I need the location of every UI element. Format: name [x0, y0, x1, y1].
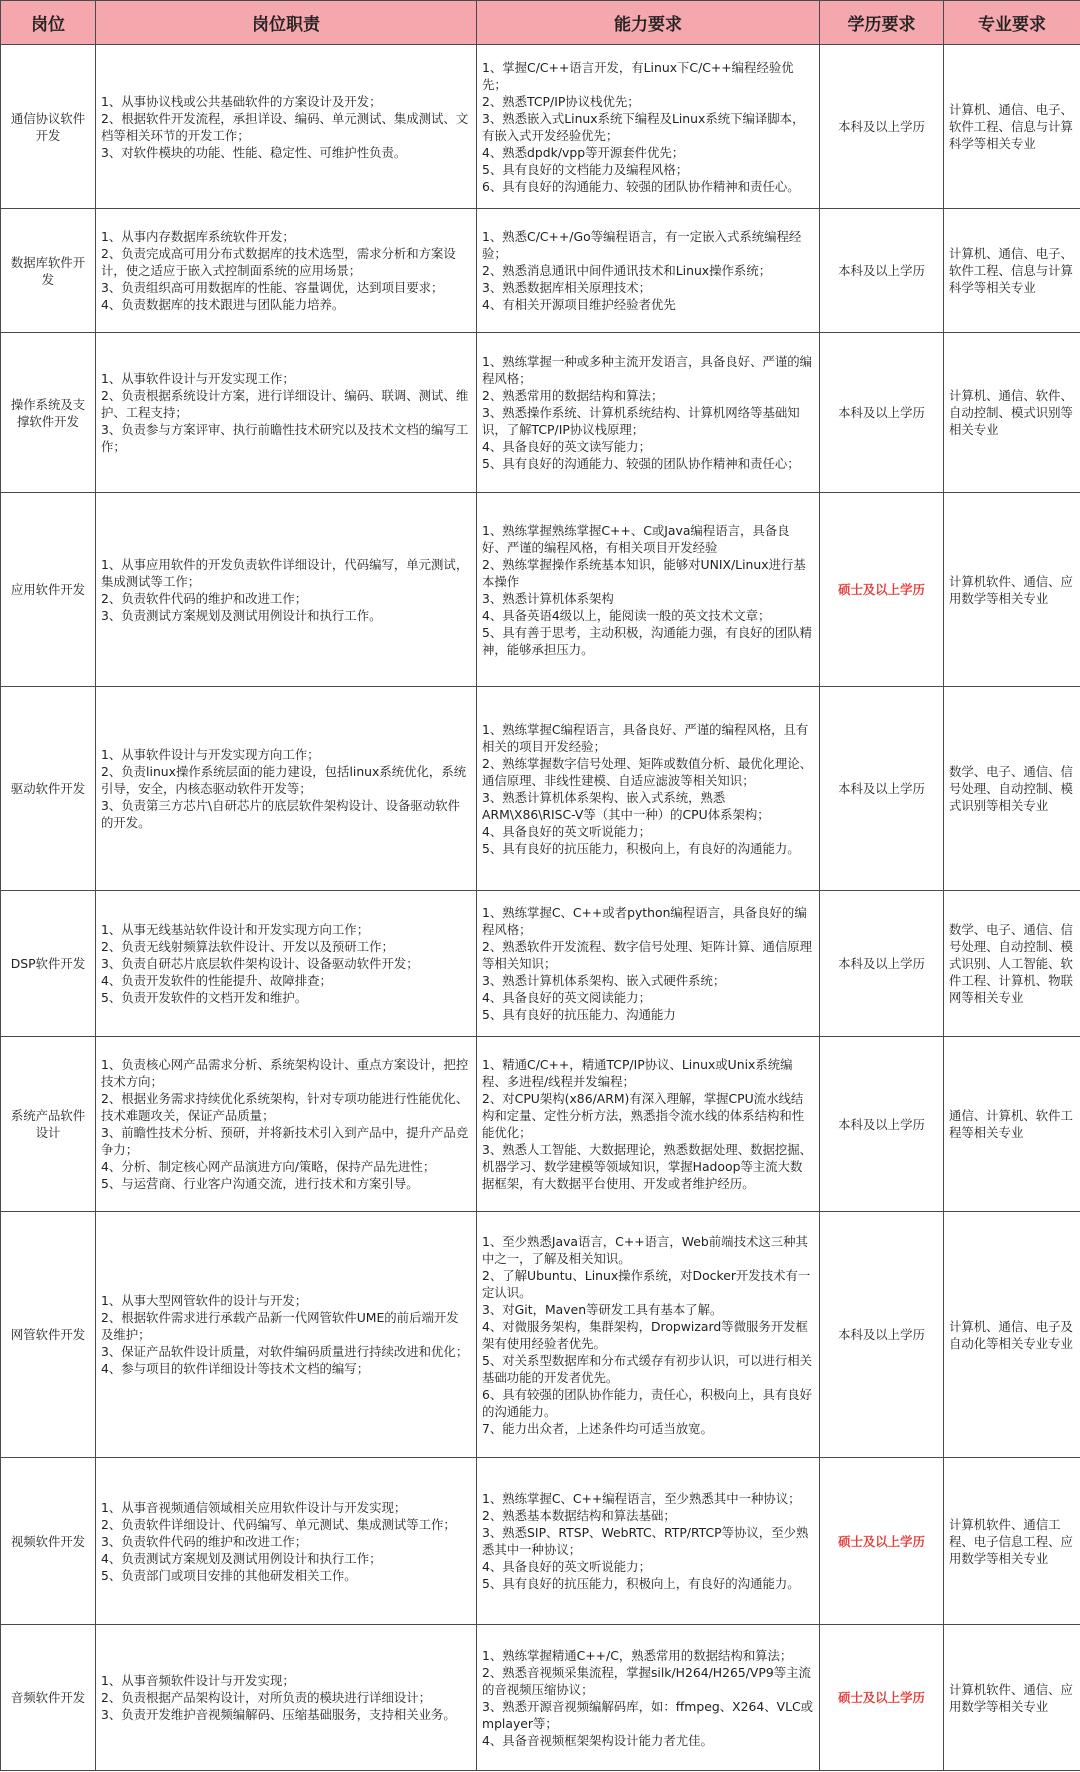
edu-cell: 本科及以上学历 [820, 1212, 944, 1458]
position-cell: 操作系统及支撑软件开发 [1, 333, 96, 493]
ability-cell: 1、至少熟悉Java语言，C++语言，Web前端技术这三种其中之一，了解及相关知识。 2、了解Ubuntu、Linux操作系统，对Docker开发技术有一定认识。 3、对Git，Maven等研发工具有基本了解。 4、对微服务架构，集群架构，Dropwizard等微服务开发框架有使用经验者优先。 5、对关系型数据库和分布式缓存有初步认识，可以进行相关基础功能的开发者优先。 6、具有较强的团队协作能力，责任心，积极向上，具有良好的沟通能力。 7、能力出众者，上述条件均可适当放宽。 [477, 1212, 820, 1458]
major-cell: 数学、电子、通信、信号处理、自动控制、模式识别、人工智能、软件工程、计算机、物联网等相关专业 [944, 891, 1080, 1037]
duty-cell: 1、从事音视频通信领域相关应用软件设计与开发实现； 2、负责软件详细设计、代码编写、单元测试、集成测试等工作； 3、负责软件代码的维护和改进工作； 4、负责测试方案规划及测试用例设计和执行工作； 5、负责部门或项目安排的其他研发相关工作。 [96, 1458, 477, 1625]
position-cell: 通信协议软件开发 [1, 45, 96, 209]
major-cell: 计算机软件、通信工程、电子信息工程、应用数学等相关专业 [944, 1458, 1080, 1625]
table-header-row [1, 1, 1080, 45]
duty-cell: 1、负责核心网产品需求分析、系统架构设计、重点方案设计，把控技术方向； 2、根据业务需求持续优化系统架构，针对专项功能进行性能优化、技术难题攻关，保证产品质量； 3、前瞻性技术分析、预研，并将新技术引入到产品中，提升产品竞争力； 4、分析、制定核心网产品演进方向/策略，保持产品先进性； 5、与运营商、行业客户沟通交流，进行技术和方案引导。 [96, 1037, 477, 1212]
table-row [1, 1037, 1080, 1212]
ability-cell: 1、掌握C/C++语言开发，有Linux下C/C++编程经验优先； 2、熟悉TCP/IP协议栈优先； 3、熟悉嵌入式Linux系统下编程及Linux系统下编译脚本，有嵌入式开发经验优先； 4、熟悉dpdk/vpp等开源套件优先； 5、具有良好的文档能力及编程风格； 6、具有良好的沟通能力、较强的团队协作精神和责任心。 [477, 45, 820, 209]
duty-cell: 1、从事软件设计与开发实现方向工作； 2、负责linux操作系统层面的能力建设，包括linux系统优化，系统引导，安全，内核态驱动软件开发等； 3、负责第三方芯片\自研芯片的底层软件架构设计、设备驱动软件的开发。 [96, 687, 477, 891]
duty-cell: 1、从事内存数据库系统软件开发； 2、负责完成高可用分布式数据库的技术选型，需求分析和方案设计，使之适应于嵌入式控制面系统的应用场景； 3、负责组织高可用数据库的性能、容量调优，达到项目要求； 4、负责数据库的技术跟进与团队能力培养。 [96, 209, 477, 333]
position-cell: 驱动软件开发 [1, 687, 96, 891]
table-row [1, 1458, 1080, 1625]
table-row [1, 1625, 1080, 1771]
edu-cell: 本科及以上学历 [820, 687, 944, 891]
major-cell: 计算机、通信、软件、自动控制、模式识别等相关专业 [944, 333, 1080, 493]
table-row [1, 493, 1080, 687]
duty-cell: 1、从事软件设计与开发实现工作； 2、负责根据系统设计方案，进行详细设计、编码、联调、测试、维护、工程支持； 3、负责参与方案评审、执行前瞻性技术研究以及技术文档的编写工作； [96, 333, 477, 493]
major-cell: 通信、计算机、软件工程等相关专业 [944, 1037, 1080, 1212]
position-cell: 系统产品软件设计 [1, 1037, 96, 1212]
ability-cell: 1、熟练掌握熟练掌握C++、C或Java编程语言，具备良好、严谨的编程风格，有相关项目开发经验 2、熟练掌握操作系统基本知识，能够对UNIX/Linux进行基本操作 3、熟悉计算机体系架构 4、具备英语4级以上，能阅读一般的英文技术文章； 5、具有善于思考，主动积极，沟通能力强，有良好的团队精神，能够承担压力。 [477, 493, 820, 687]
edu-cell: 本科及以上学历 [820, 209, 944, 333]
duty-cell: 1、从事无线基站软件设计和开发实现方向工作； 2、负责无线射频算法软件设计、开发以及预研工作； 3、负责自研芯片底层软件架构设计、设备驱动软件开发； 4、负责开发软件的性能提升、故障排查； 5、负责开发软件的文档开发和维护。 [96, 891, 477, 1037]
ability-cell: 1、熟练掌握C、C++或者python编程语言，具备良好的编程风格； 2、熟悉软件开发流程、数字信号处理、矩阵计算、通信原理等相关知识； 3、熟悉计算机体系架构、嵌入式硬件系统； 4、具备良好的英文阅读能力； 5、具有良好的抗压能力、沟通能力 [477, 891, 820, 1037]
edu-cell: 本科及以上学历 [820, 45, 944, 209]
header-ability: 能力要求 [477, 1, 820, 45]
header-duty: 岗位职责 [96, 1, 477, 45]
edu-cell: 本科及以上学历 [820, 1037, 944, 1212]
edu-cell-master: 硕士及以上学历 [820, 1458, 944, 1625]
position-cell: 视频软件开发 [1, 1458, 96, 1625]
ability-cell: 1、熟练掌握精通C++/C，熟悉常用的数据结构和算法； 2、熟悉音视频采集流程，掌握silk/H264/H265/VP9等主流的音视频压缩协议； 3、熟悉开源音视频编解码库，如：ffmpeg、X264、VLC或mplayer等； 4、具备音视频框架架构设计能力者尤佳。 [477, 1625, 820, 1771]
position-cell: DSP软件开发 [1, 891, 96, 1037]
position-cell: 应用软件开发 [1, 493, 96, 687]
duty-cell: 1、从事音频软件设计与开发实现； 2、负责根据产品架构设计，对所负责的模块进行详细设计； 3、负责开发维护音视频编解码、压缩基础服务，支持相关业务。 [96, 1625, 477, 1771]
table-row [1, 209, 1080, 333]
position-cell: 数据库软件开发 [1, 209, 96, 333]
table-row [1, 333, 1080, 493]
edu-cell-master: 硕士及以上学历 [820, 493, 944, 687]
table-row [1, 687, 1080, 891]
major-cell: 数学、电子、通信、信号处理、自动控制、模式识别等相关专业 [944, 687, 1080, 891]
major-cell: 计算机软件、通信、应用数学等相关专业 [944, 1625, 1080, 1771]
ability-cell: 1、熟练掌握一种或多种主流开发语言，具备良好、严谨的编程风格； 2、熟悉常用的数据结构和算法； 3、熟悉操作系统、计算机系统结构、计算机网络等基础知识，了解TCP/IP协议栈原理； 4、具备良好的英文读写能力； 5、具有良好的沟通能力、较强的团队协作精神和责任心； [477, 333, 820, 493]
table-row [1, 1212, 1080, 1458]
major-cell: 计算机、通信、电子及自动化等相关专业专业 [944, 1212, 1080, 1458]
position-cell: 网管软件开发 [1, 1212, 96, 1458]
major-cell: 计算机、通信、电子、软件工程、信息与计算科学等相关专业 [944, 209, 1080, 333]
ability-cell: 1、熟悉C/C++/Go等编程语言，有一定嵌入式系统编程经验； 2、熟悉消息通讯中间件通讯技术和Linux操作系统； 3、熟悉数据库相关原理技术； 4、有相关开源项目维护经验者优先 [477, 209, 820, 333]
major-cell: 计算机、通信、电子、软件工程、信息与计算科学等相关专业 [944, 45, 1080, 209]
major-cell: 计算机软件、通信、应用数学等相关专业 [944, 493, 1080, 687]
ability-cell: 1、熟练掌握C、C++编程语言，至少熟悉其中一种协议； 2、熟悉基本数据结构和算法基础； 3、熟悉SIP、RTSP、WebRTC、RTP/RTCP等协议，至少熟悉其中一种协议； 4、具备良好的英文听说能力； 5、具有良好的抗压能力，积极向上，有良好的沟通能力。 [477, 1458, 820, 1625]
header-edu: 学历要求 [820, 1, 944, 45]
ability-cell: 1、熟练掌握C编程语言，具备良好、严谨的编程风格，且有相关的项目开发经验； 2、熟练掌握数字信号处理、矩阵或数值分析、最优化理论、通信原理、非线性建模、自适应滤波等相关知识； 3、熟悉计算机体系架构、嵌入式系统，熟悉ARM\X86\RISC-V等（其中一种）的CPU体系架构； 4、具备良好的英文听说能力； 5、具有良好的抗压能力，积极向上，有良好的沟通能力。 [477, 687, 820, 891]
edu-cell: 本科及以上学历 [820, 333, 944, 493]
table-row [1, 45, 1080, 209]
header-position: 岗位 [1, 1, 96, 45]
duty-cell: 1、从事大型网管软件的设计与开发； 2、根据软件需求进行承载产品新一代网管软件UME的前后端开发及维护； 3、保证产品软件设计质量，对软件编码质量进行持续改进和优化； 4、参与项目的软件详细设计等技术文档的编写； [96, 1212, 477, 1458]
header-major: 专业要求 [944, 1, 1080, 45]
edu-cell-master: 硕士及以上学历 [820, 1625, 944, 1771]
position-cell: 音频软件开发 [1, 1625, 96, 1771]
edu-cell: 本科及以上学历 [820, 891, 944, 1037]
duty-cell: 1、从事协议栈或公共基础软件的方案设计及开发； 2、根据软件开发流程，承担详设、编码、单元测试、集成测试、文档等相关环节的开发工作； 3、对软件模块的功能、性能、稳定性、可维护性负责。 [96, 45, 477, 209]
ability-cell: 1、精通C/C++，精通TCP/IP协议、Linux或Unix系统编程、多进程/线程并发编程； 2、对CPU架构(x86/ARM)有深入理解，掌握CPU流水线结构和定量、定性分析方法，熟悉指令流水线的体系结构和性能优化； 3、熟悉人工智能、大数据理论，熟悉数据处理、数据挖掘、机器学习、数学建模等领域知识，掌握Hadoop等主流大数据框架，有大数据平台使用、开发或者维护经历。 [477, 1037, 820, 1212]
table-row [1, 891, 1080, 1037]
duty-cell: 1、从事应用软件的开发负责软件详细设计，代码编写，单元测试，集成测试等工作； 2、负责软件代码的维护和改进工作； 3、负责测试方案规划及测试用例设计和执行工作。 [96, 493, 477, 687]
